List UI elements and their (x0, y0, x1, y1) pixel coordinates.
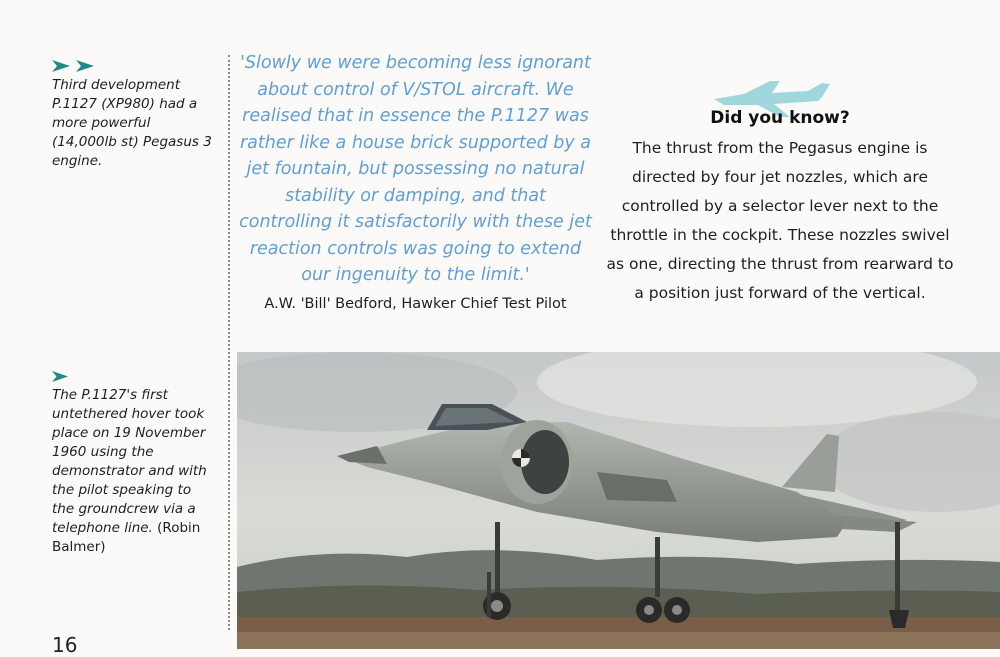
caption-text: Third development P.1127 (XP980) had a more powerful (14,000lb st) Pegasus 3 engine. (52, 77, 212, 169)
caption-xp980 (52, 58, 217, 171)
double-arrow-icon (52, 58, 217, 74)
caption-text: The P.1127's first untethered hover took place on 19 November 1960 using the demonstrator and with the pilot speaking to the groundcrew via a telephone line. (Robin Balmer) (52, 387, 207, 555)
caption-first-hover (52, 368, 217, 557)
column-divider (228, 55, 230, 630)
did-you-know-title: Did you know? (710, 108, 850, 128)
pull-quote: 'Slowly we were becoming less ignorant about control of V/STOL aircraft. We realised that in essence the P.1127 was rather like a house brick supported by a jet fountain, but possessing no natural stability or damping, and that controlling it satisfactorily with these jet reaction controls was going to extend our ingenuity to the limit.' (239, 53, 592, 285)
page-number: 16 (52, 633, 78, 657)
did-you-know-body: The thrust from the Pegasus engine is directed by four jet nozzles, which are controlled by a selector lever next to the throttle in the cockpit. These nozzles swivel as one, directing the thrust from rearward to a position just forward of the vertical. (606, 139, 954, 302)
photo-credit: (Robin Balmer) (52, 520, 201, 555)
hawker-p1127-hovering-photo (237, 352, 1000, 649)
single-arrow-icon (52, 368, 217, 384)
quote-author: A.W. 'Bill' Bedford, Hawker Chief Test Pilot (264, 296, 567, 312)
